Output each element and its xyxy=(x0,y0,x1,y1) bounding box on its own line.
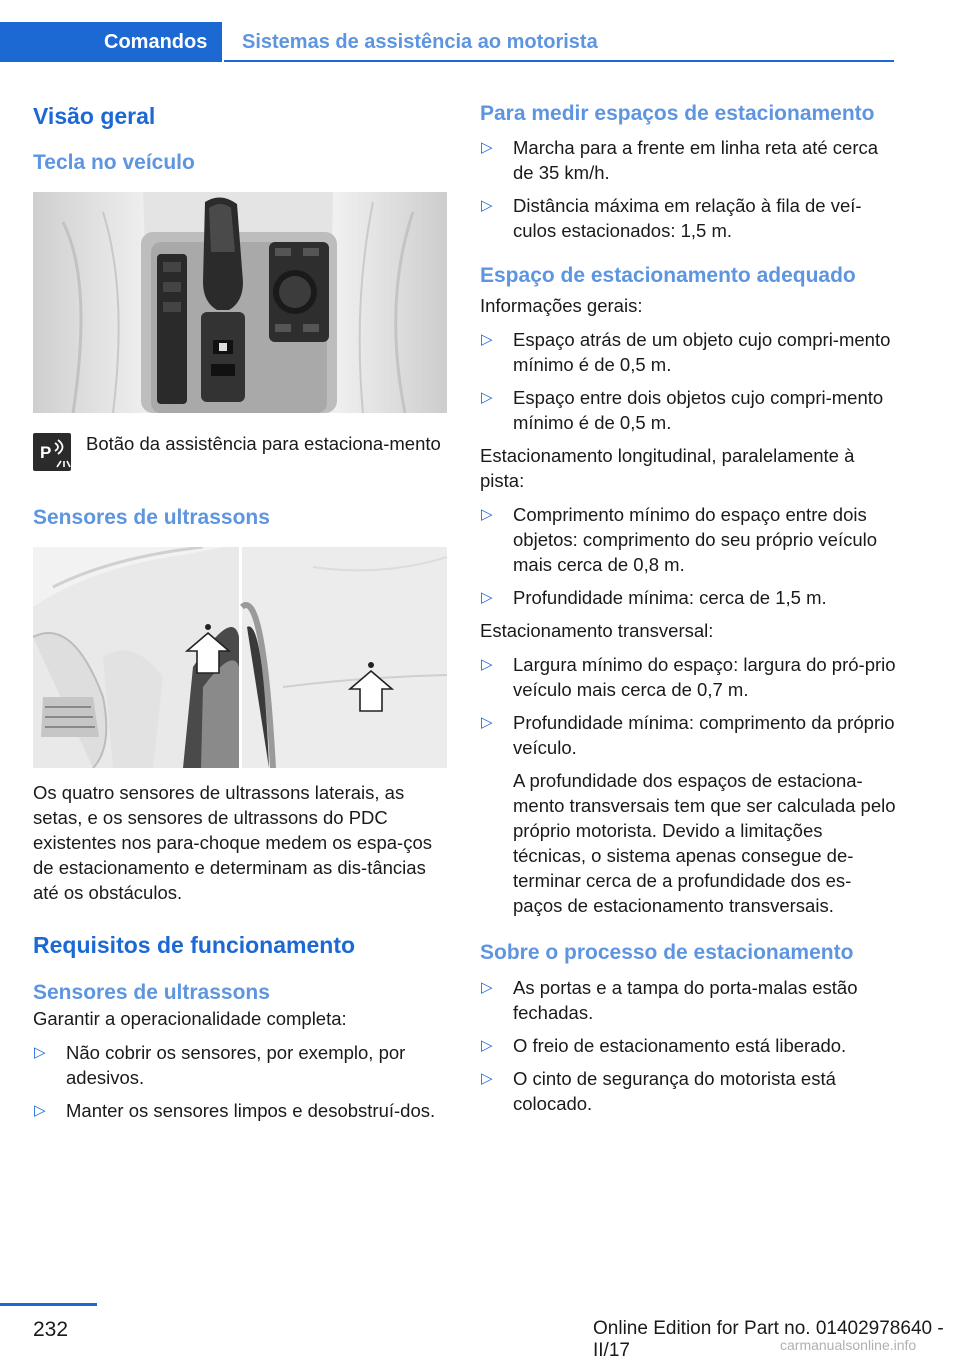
longitudinal-list xyxy=(480,502,896,610)
triangle-right-icon: ▷ xyxy=(481,139,493,156)
edition-note: Online Edition for Part no. 01402978640 - II/17 xyxy=(593,1318,944,1361)
triangle-right-icon: ▷ xyxy=(481,506,493,523)
list-item: ▷ Distância máxima em relação à fila de veí‐culos estacionados: 1,5 m. xyxy=(481,195,862,241)
list-item: ▷ Espaço atrás de um objeto cujo compri‐mento mínimo é de 0,5 m. xyxy=(481,329,891,375)
heading-ultrasonic-sensors: Sensores de ultrassons xyxy=(33,506,270,529)
list-item: ▷ Largura mínimo do espaço: largura do pró‐prio veículo mais cerca de 0,7 m. xyxy=(481,654,896,700)
heading-key-in-vehicle: Tecla no veículo xyxy=(33,151,195,174)
triangle-right-icon: ▷ xyxy=(481,331,493,348)
page-number: 232 xyxy=(33,1318,69,1341)
heading-parking-process: Sobre o processo de estacionamento xyxy=(480,941,854,964)
header-active-tab: Comandos xyxy=(104,31,208,53)
list-item: ▷ Comprimento mínimo do espaço entre dois objetos: comprimento do seu próprio veículo mais cerca de 0,8 m. xyxy=(481,504,878,575)
heading-ultrasonic-sensors-2: Sensores de ultrassons xyxy=(33,981,270,1004)
list-item: ▷ Espaço entre dois objetos cujo compri‐mento mínimo é de 0,5 m. xyxy=(481,387,884,433)
triangle-right-icon: ▷ xyxy=(34,1102,46,1119)
left-column xyxy=(33,102,449,1123)
triangle-right-icon: ▷ xyxy=(481,714,493,731)
process-list xyxy=(480,975,896,1116)
ultrasonic-sensors-image xyxy=(33,547,447,768)
general-info-label: Informações gerais: xyxy=(480,295,643,316)
list-item: ▷ O freio de estacionamento está liberado. xyxy=(481,1035,847,1056)
triangle-right-icon: ▷ xyxy=(481,589,493,606)
heading-overview: Visão geral xyxy=(33,103,156,129)
center-console-image xyxy=(33,192,447,413)
right-column xyxy=(480,102,896,1116)
heading-requirements: Requisitos de funcionamento xyxy=(33,932,356,958)
button-caption-block xyxy=(33,431,449,483)
triangle-right-icon: ▷ xyxy=(481,979,493,996)
sensors-description: Os quatro sensores de ultrassons laterais, as setas, e os sensores de ultrassons do PDC existentes nos para-choque medem os espa‐ços de estacionamento e determinam as dis‐tâncias até os obstáculos. xyxy=(33,782,432,903)
triangle-right-icon: ▷ xyxy=(481,1070,493,1087)
longitudinal-label: Estacionamento longitudinal, paralelamente à pista: xyxy=(480,445,855,491)
watermark: carmanualsonline.info xyxy=(780,1337,917,1353)
list-item: ▷ Marcha para a frente em linha reta até cerca de 35 km/h. xyxy=(481,137,879,183)
list-item: ▷ Manter os sensores limpos e desobstruí‐dos. xyxy=(34,1100,436,1121)
list-item: ▷ Não cobrir os sensores, por exemplo, por adesivos. xyxy=(34,1042,406,1088)
transversal-note: A profundidade dos espaços de estaciona‐mento transversais tem que ser calculada pelo próprio motorista. Devido a limitações técnicas, o sistema apenas consegue de‐terminar cerca de a profundidade dos es‐paços de estacionamento transversais. xyxy=(513,770,896,916)
triangle-right-icon: ▷ xyxy=(34,1044,46,1061)
requirements-list xyxy=(33,1040,449,1123)
transversal-label: Estacionamento transversal: xyxy=(480,620,714,641)
triangle-right-icon: ▷ xyxy=(481,197,493,214)
heading-suitable-space: Espaço de estacionamento adequado xyxy=(480,264,856,287)
triangle-right-icon: ▷ xyxy=(481,389,493,406)
guarantee-text: Garantir a operacionalidade completa: xyxy=(33,1008,347,1029)
heading-measure-spaces: Para medir espaços de estacionamento xyxy=(480,102,875,125)
header-section-title: Sistemas de assistência ao motorista xyxy=(224,22,894,62)
general-list xyxy=(480,327,896,435)
parking-assistant-icon xyxy=(33,433,71,471)
list-item: ▷ Profundidade mínima: cerca de 1,5 m. xyxy=(481,587,827,608)
transversal-list xyxy=(480,652,896,918)
triangle-right-icon: ▷ xyxy=(481,1037,493,1054)
list-item: ▷ O cinto de segurança do motorista está colocado. xyxy=(481,1068,836,1114)
footer-rule xyxy=(0,1303,97,1306)
list-item: ▷ As portas e a tampa do porta-malas estão fechadas. xyxy=(481,977,858,1023)
measure-list xyxy=(480,135,896,243)
list-item: ▷ Profundidade mínima: comprimento da próprio veículo. A profundidade dos espaços de estaciona‐mento transversais tem que ser calculada pelo próprio motorista. Devido a limitações técnicas, o sistema apenas consegue de‐terminar cerca de a profundidade dos es‐paços de estacionamento transversais. xyxy=(481,712,896,916)
svg-text:P: P xyxy=(40,443,52,462)
button-caption: Botão da assistência para estaciona‐mento xyxy=(86,433,441,454)
triangle-right-icon: ▷ xyxy=(481,656,493,673)
